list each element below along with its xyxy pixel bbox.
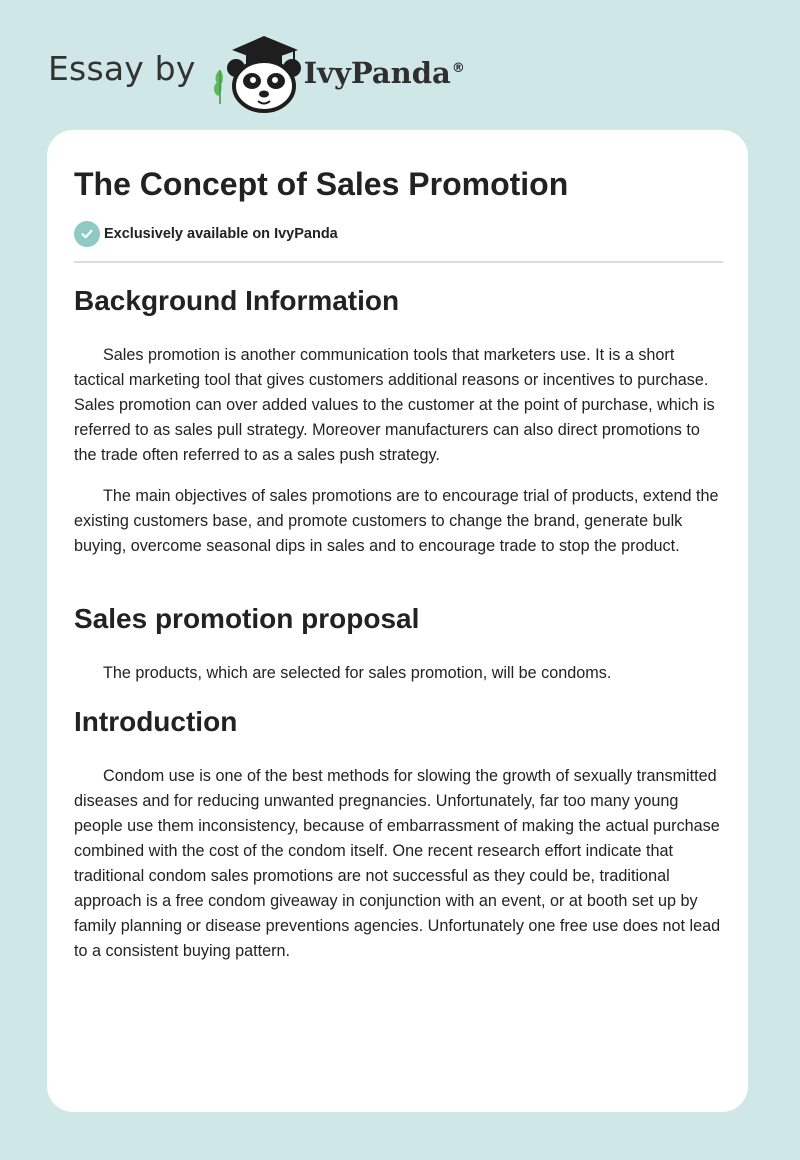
panda-logo-icon[interactable] [210,34,306,114]
brand-prefix: Essay by [48,48,196,88]
check-circle-icon [74,221,100,247]
paragraph: The products, which are selected for sales promotion, will be condoms. [103,664,612,682]
section-heading-background: Background Information [74,285,400,316]
section-heading-proposal: Sales promotion proposal [74,603,420,634]
paragraph: The main objectives of sales promotions are to encourage trial of products, extend the existing customers base, and promote customers to change the brand, generate bulk buying, overcome seasonal dips in sales and to encourage trade to stop the product. [74,487,719,555]
section-heading-introduction: Introduction [74,706,238,737]
essay-card [47,130,748,1112]
page-title: The Concept of Sales Promotion [74,166,569,202]
paragraph: Sales promotion is another communication tools that marketers use. It is a short tactical marketing tool that gives customers additional reasons or incentives to purchase. Sales promotion can over added values to the customer at the point of purchase, which is referred to as sales pull strategy. Moreover manufacturers can also direct promotions to the trade often referred to as a sales push strategy. [74,346,715,464]
brand-name: IvyPanda® [303,56,465,90]
title-divider [74,261,723,263]
registered-mark: ® [451,61,465,77]
brand-header [48,34,465,114]
exclusive-badge-label: Exclusively available on IvyPanda [104,226,338,242]
paragraph: Condom use is one of the best methods for slowing the growth of sexually transmitted diseases and for reducing unwanted pregnancies. Unfortunately, far too many young people use them inconsistency, because of embarrassment of making the actual purchase combined with the cost of the condom itself. One recent research effort indicate that traditional condom sales promotions are not successful as they could be, traditional approach is a free condom giveaway in conjunction with an event, or at booth set up by family planning or disease preventions agencies. Unfortunately one free use does not lead to a consistent buying pattern. [74,767,721,960]
exclusive-badge [74,221,338,247]
